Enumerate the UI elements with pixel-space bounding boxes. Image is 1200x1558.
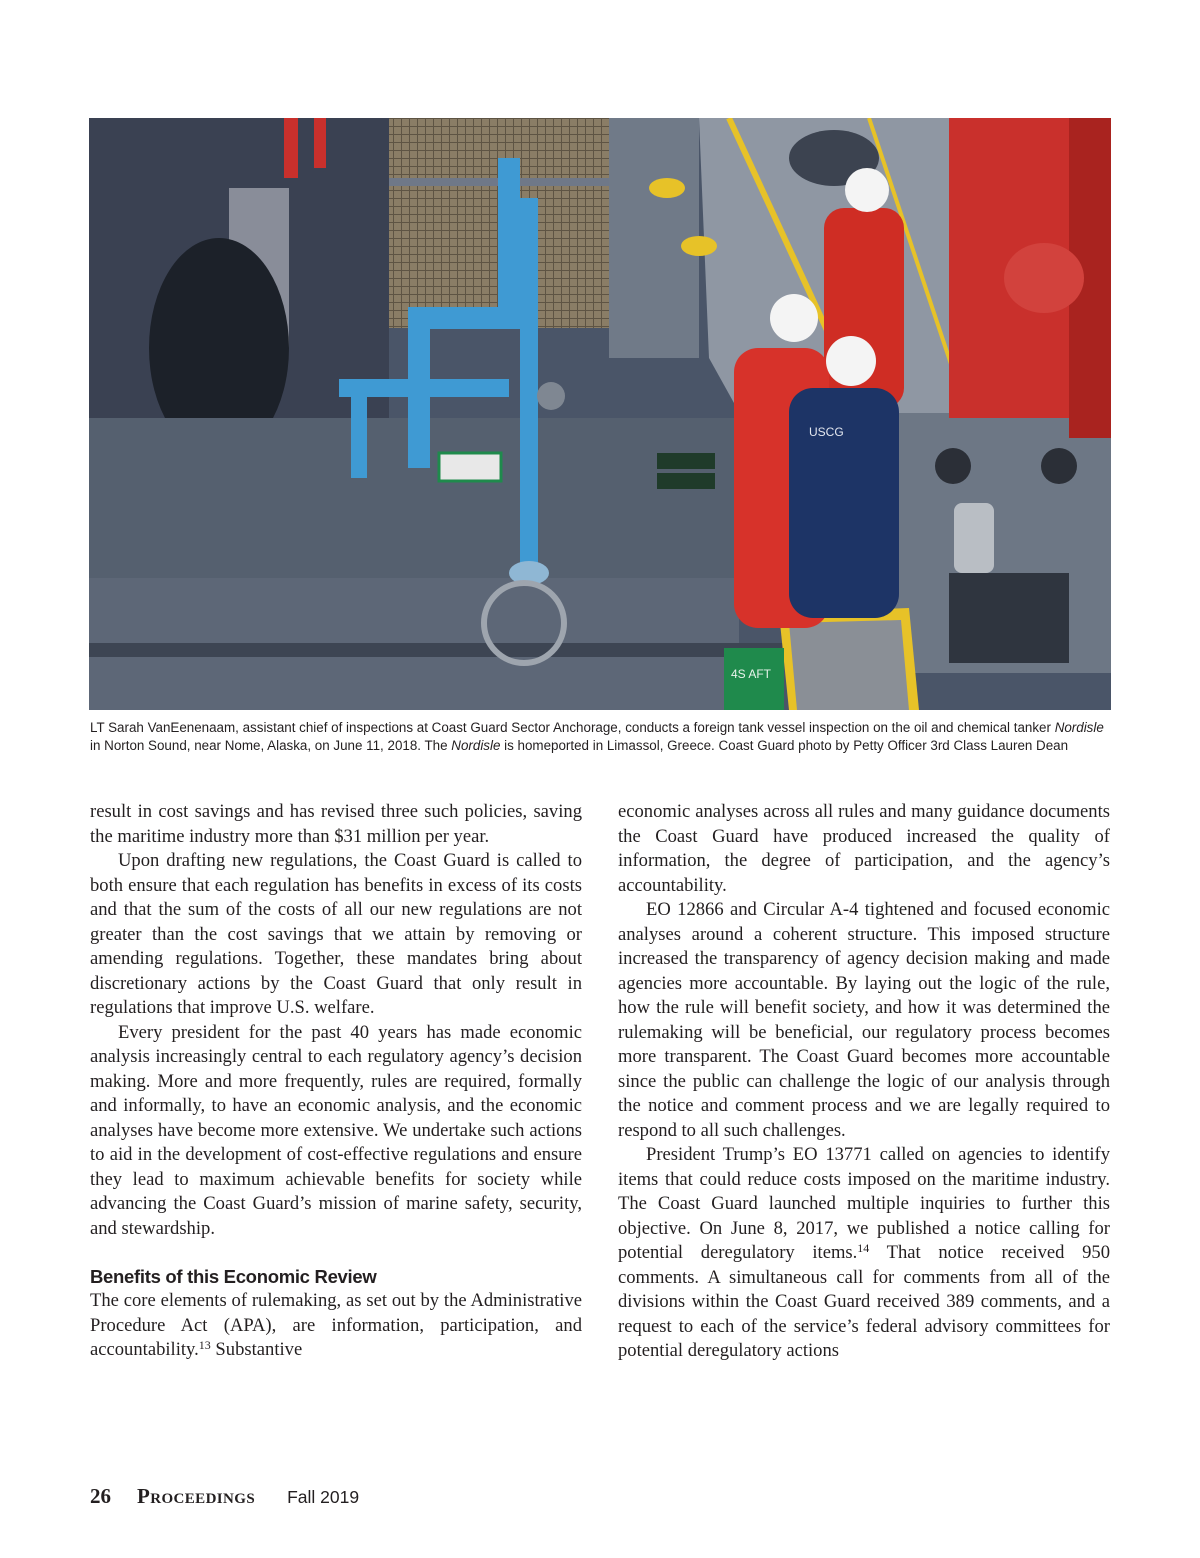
photo-caption — [90, 719, 1112, 755]
paragraph-text: Substantive — [210, 1339, 303, 1360]
footnote-ref: 13 — [198, 1338, 211, 1352]
paragraph — [90, 1289, 582, 1363]
caption-text: LT Sarah VanEenenaam, assistant chief of inspections at Coast Guard Sector Anchorage, conducts a foreign tank vessel inspection on the oil and chemical tanker — [90, 720, 1055, 735]
paragraph: EO 12866 and Circular A-4 tightened and focused economic analyses around a coherent structure. This imposed structure increased the transparency of agency decision making and made agencies more accountable. By laying out the logic of the rule, how the rule will benefit society, and how it was determined the rulemaking will be beneficial, our regulatory process becomes more transparent. The Coast Guard becomes more accountable since the public can challenge the logic of our analysis through the notice and comment process and we are legally required to respond to all such challenges. — [618, 899, 1110, 1141]
publication-title: Proceedings — [137, 1484, 256, 1508]
photo-illustration — [89, 118, 1111, 710]
page-number: 26 — [90, 1484, 111, 1508]
issue-label: Fall 2019 — [287, 1487, 360, 1507]
section-heading: Benefits of this Economic Review — [90, 1266, 377, 1287]
paragraph — [618, 1143, 1110, 1364]
tanker-deck-photo — [89, 118, 1111, 710]
right-column — [618, 800, 1110, 1364]
caption-text: is homeported in Limassol, Greece. Coast Guard photo by Petty Officer 3rd Class Lauren Dean — [500, 738, 1069, 753]
paragraph-text: The core elements of rulemaking, as set out by the Administrative Procedure Act (APA), are information, participation, and accountability. — [90, 1290, 582, 1360]
paragraph: economic analyses across all rules and many guidance documents the Coast Guard have produced increased the quality of information, the degree of participation, and the agency’s accountability. — [618, 801, 1110, 896]
paragraph-text: That notice received 950 comments. A simultaneous call for comments from all of the divisions within the Coast Guard received 389 comments, and a request to each of the service’s federal advisory committees for potential deregulatory actions — [618, 1242, 1110, 1361]
caption-text: in Norton Sound, near Nome, Alaska, on June 11, 2018. The — [90, 738, 452, 753]
uscg-back-label: USCG — [809, 425, 844, 439]
footnote-ref: 14 — [857, 1241, 870, 1255]
left-column — [90, 800, 582, 1363]
caption-ship-name: Nordisle — [1054, 720, 1104, 735]
aft-marker-label: 4S AFT — [730, 667, 772, 681]
paragraph: Upon drafting new regulations, the Coast Guard is called to both ensure that each regulation has benefits in excess of its costs and that the sum of the costs of all our new regulations are not greater than the cost savings that we attain by removing or amending regulations. Together, these mandates bring about discretionary actions by the Coast Guard that only result in regulations that improve U.S. welfare. — [90, 850, 582, 1018]
paragraph: Every president for the past 40 years has made economic analysis increasingly central to each regulatory agency’s decision making. More and more frequently, rules are required, formally and informally, to have an economic analysis, and the economic analyses have become more extensive. We undertake such actions to aid in the development of cost-effective regulations and ensure they lead to maximum achievable benefits for society while advancing the Coast Guard’s mission of marine safety, security, and stewardship. — [90, 1021, 582, 1239]
paragraph: result in cost savings and has revised three such policies, saving the maritime industry more than $31 million per year. — [90, 801, 582, 847]
paragraph-text: President Trump’s EO 13771 called on agencies to identify items that could reduce costs imposed on the maritime industry. The Coast Guard launched multiple inquiries to further this objective. On June 8, 2017, we published a notice calling for potential deregulatory items. — [618, 1144, 1110, 1263]
page-footer — [90, 1484, 359, 1514]
caption-ship-name: Nordisle — [451, 738, 501, 753]
